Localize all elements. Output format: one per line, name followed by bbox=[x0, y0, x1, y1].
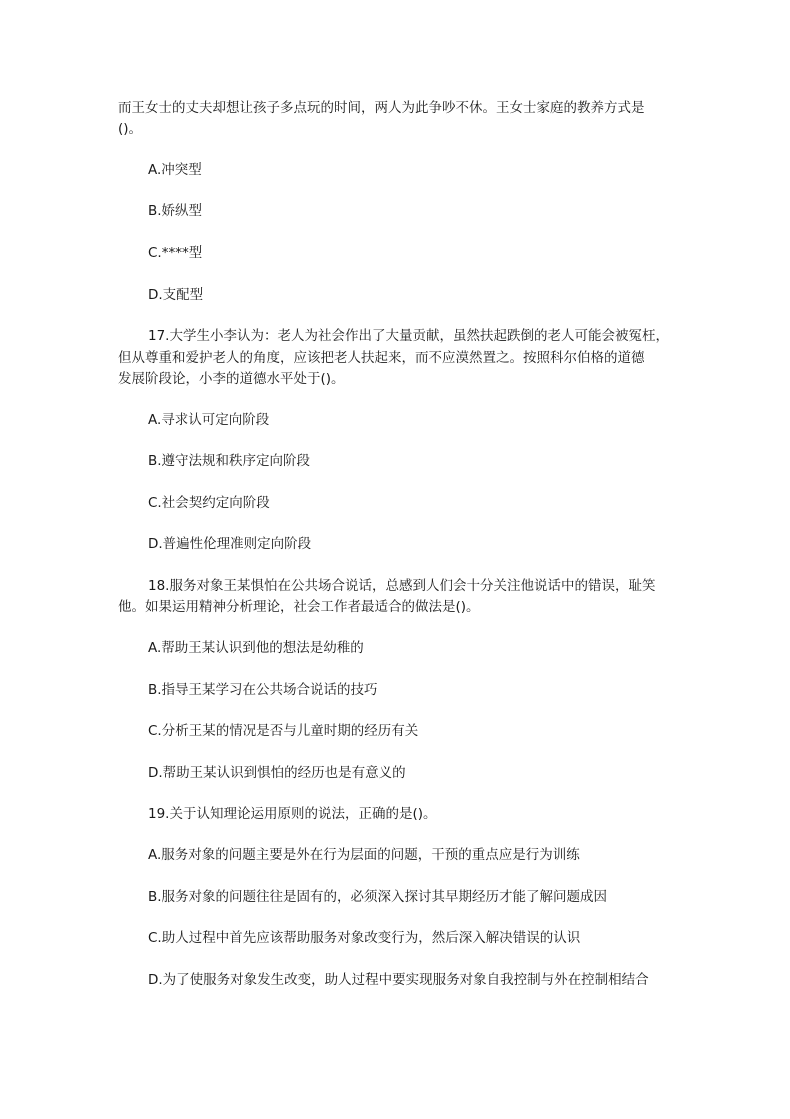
q17-option-b: B.遵守法规和秩序定向阶段 bbox=[148, 453, 311, 469]
q19-option-d: D.为了使服务对象发生改变，助人过程中要实现服务对象自我控制与外在控制相结合 bbox=[148, 972, 649, 988]
q18-option-a: A.帮助王某认识到他的想法是幼稚的 bbox=[148, 640, 364, 656]
q16-stem-line1: 而王女士的丈夫却想让孩子多点玩的时间，两人为此争吵不休。王女士家庭的教养方式是 bbox=[118, 100, 645, 116]
q17-stem-line1: 17.大学生小李认为：老人为社会作出了大量贡献，虽然扶起跌倒的老人可能会被冤枉， bbox=[148, 328, 669, 344]
q19-stem: 19.关于认知理论运用原则的说法，正确的是()。 bbox=[148, 806, 437, 822]
q18-option-b: B.指导王某学习在公共场合说话的技巧 bbox=[148, 682, 378, 698]
q18-option-c: C.分析王某的情况是否与儿童时期的经历有关 bbox=[148, 723, 419, 739]
q19-option-a: A.服务对象的问题主要是外在行为层面的问题，干预的重点应是行为训练 bbox=[148, 847, 580, 863]
q18-option-d: D.帮助王某认识到惧怕的经历也是有意义的 bbox=[148, 765, 406, 781]
q16-option-d: D.支配型 bbox=[148, 287, 204, 303]
q18-stem-line1: 18.服务对象王某惧怕在公共场合说话，总感到人们会十分关注他说话中的错误，耻笑 bbox=[148, 578, 656, 594]
q19-option-b: B.服务对象的问题往往是固有的，必须深入探讨其早期经历才能了解问题成因 bbox=[148, 889, 608, 905]
q18-stem-line2: 他。如果运用精神分析理论，社会工作者最适合的做法是()。 bbox=[118, 599, 480, 615]
q16-option-b: B.娇纵型 bbox=[148, 203, 203, 219]
q17-option-a: A.寻求认可定向阶段 bbox=[148, 412, 270, 428]
q16-option-a: A.冲突型 bbox=[148, 162, 202, 178]
q17-option-c: C.社会契约定向阶段 bbox=[148, 495, 270, 511]
q17-stem-line2: 但从尊重和爱护老人的角度，应该把老人扶起来，而不应漠然置之。按照科尔伯格的道德 bbox=[118, 350, 645, 366]
q16-stem-line2: ()。 bbox=[118, 121, 143, 137]
q16-option-c: C.****型 bbox=[148, 245, 203, 261]
q17-option-d: D.普遍性伦理准则定向阶段 bbox=[148, 536, 312, 552]
q19-option-c: C.助人过程中首先应该帮助服务对象改变行为，然后深入解决错误的认识 bbox=[148, 930, 581, 946]
q17-stem-line3: 发展阶段论，小李的道德水平处于()。 bbox=[118, 371, 345, 387]
